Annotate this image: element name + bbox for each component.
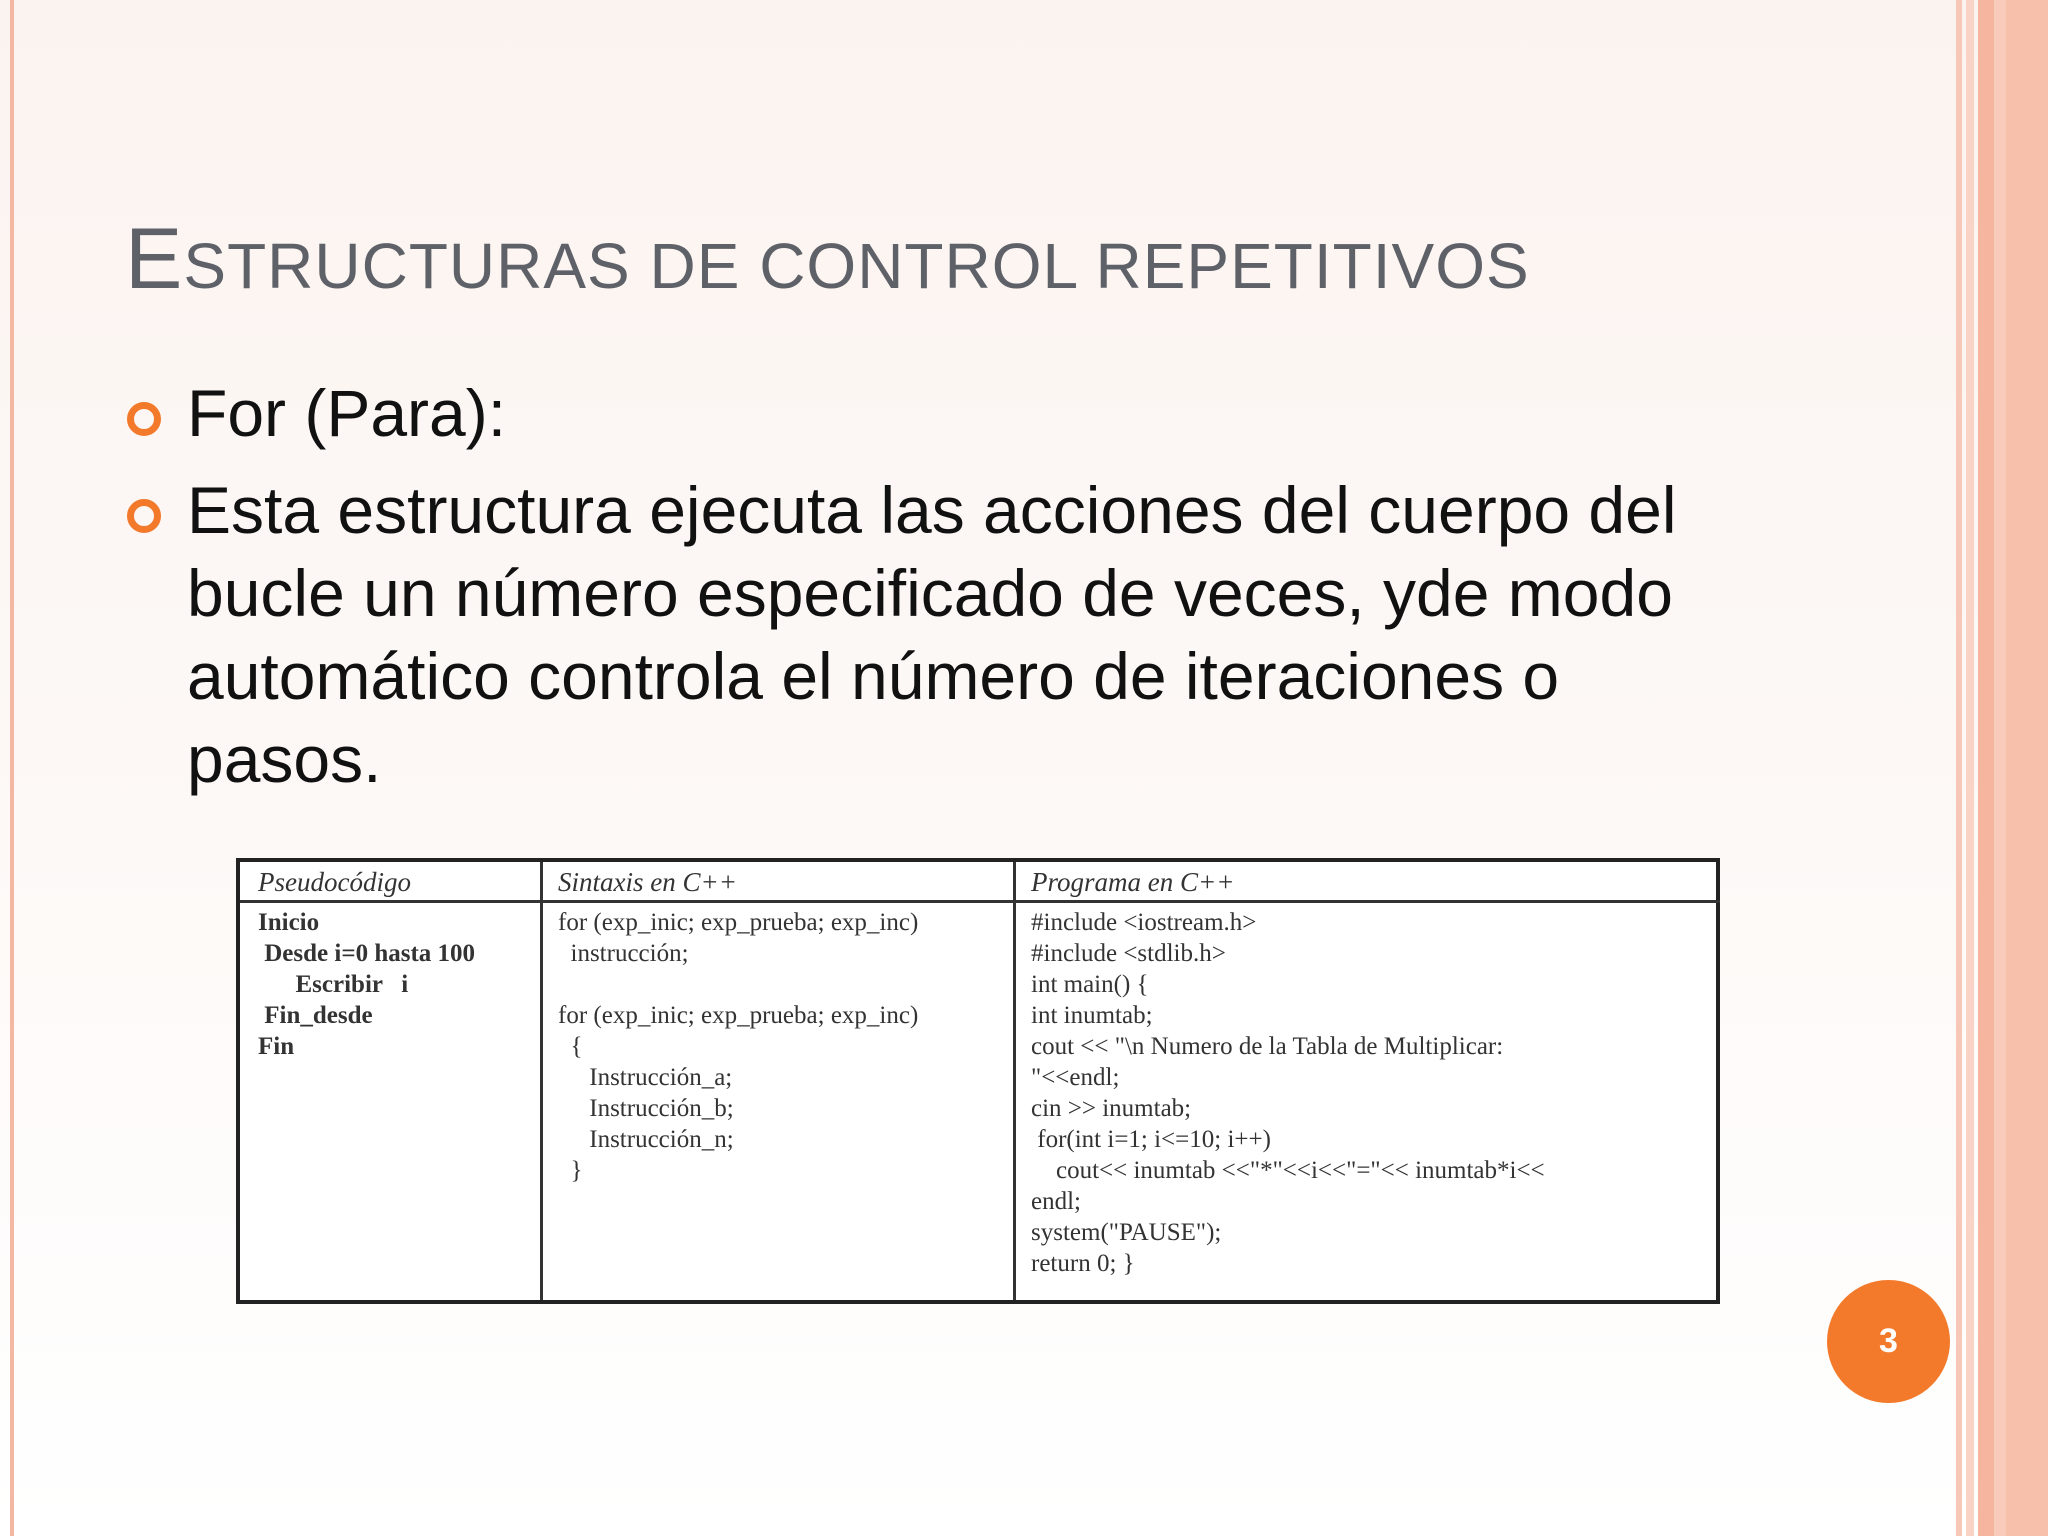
slide-number-badge: 3 xyxy=(1827,1280,1950,1403)
right-decorative-stripe xyxy=(1966,0,1974,1536)
code-line: Instrucción_b; xyxy=(558,1095,734,1122)
code-line: for (exp_inic; exp_prueba; exp_inc) xyxy=(558,1002,919,1029)
right-decorative-stripe xyxy=(1956,0,1962,1536)
code-line: } xyxy=(558,1157,583,1184)
column-header: Pseudocódigo xyxy=(240,862,540,903)
code-line: endl; xyxy=(1031,1188,1081,1215)
bullet-circle-icon xyxy=(127,499,161,533)
program-lines xyxy=(1013,903,1720,1279)
code-line: int inumtab; xyxy=(1031,1002,1153,1029)
code-line: #include <iostream.h> xyxy=(1031,909,1257,936)
code-line: Fin_desde xyxy=(258,1002,373,1029)
code-comparison-table xyxy=(236,858,1720,1304)
code-line: Instrucción_a; xyxy=(558,1064,733,1091)
code-line: #include <stdlib.h> xyxy=(1031,940,1226,967)
pseudocode-column xyxy=(240,862,543,1300)
slide-title xyxy=(125,210,1925,309)
right-decorative-stripe xyxy=(1994,0,2006,1536)
bullet-item xyxy=(125,469,1765,801)
bullet-circle-icon xyxy=(127,402,161,436)
bullet-item xyxy=(125,372,1765,455)
code-line: Escribir i xyxy=(258,971,409,998)
bullet-text: Esta estructura ejecuta las acciones del cuerpo del bucle un número especificado de veces, yde modo automático controla el número de iteraciones o pasos. xyxy=(187,473,1677,796)
code-line: Inicio xyxy=(258,909,320,936)
syntax-lines xyxy=(540,903,1013,1186)
code-line: "<<endl; xyxy=(1031,1064,1120,1091)
bullet-text: For (Para): xyxy=(187,376,507,450)
code-line: { xyxy=(558,1033,583,1060)
bullet-list xyxy=(125,372,1765,801)
program-column xyxy=(1013,862,1720,1300)
code-line: for(int i=1; i<=10; i++) xyxy=(1031,1126,1271,1153)
code-line: return 0; } xyxy=(1031,1250,1135,1277)
column-header: Programa en C++ xyxy=(1013,862,1720,903)
title-initial: E xyxy=(125,211,184,307)
code-line: cout << "\n Numero de la Tabla de Multiplicar: xyxy=(1031,1033,1504,1060)
code-line: int main() { xyxy=(1031,971,1149,998)
title-rest: STRUCTURAS DE CONTROL REPETITIVOS xyxy=(183,230,1530,302)
syntax-column xyxy=(540,862,1016,1300)
code-line: cin >> inumtab; xyxy=(1031,1095,1192,1122)
code-line: system("PAUSE"); xyxy=(1031,1219,1222,1246)
code-line: cout<< inumtab <<"*"<<i<<"="<< inumtab*i<< xyxy=(1031,1157,1545,1184)
code-line xyxy=(558,969,1013,1000)
left-decorative-rule xyxy=(10,0,14,1536)
right-decorative-stripe xyxy=(2006,0,2048,1536)
code-line: instrucción; xyxy=(558,940,689,967)
column-header: Sintaxis en C++ xyxy=(540,862,1013,903)
pseudocode-lines xyxy=(240,903,540,1062)
code-line: Desde i=0 hasta 100 xyxy=(258,940,476,967)
code-line: Instrucción_n; xyxy=(558,1126,734,1153)
code-line: for (exp_inic; exp_prueba; exp_inc) xyxy=(558,909,919,936)
right-decorative-stripe xyxy=(1978,0,1994,1536)
code-line: Fin xyxy=(258,1033,295,1060)
